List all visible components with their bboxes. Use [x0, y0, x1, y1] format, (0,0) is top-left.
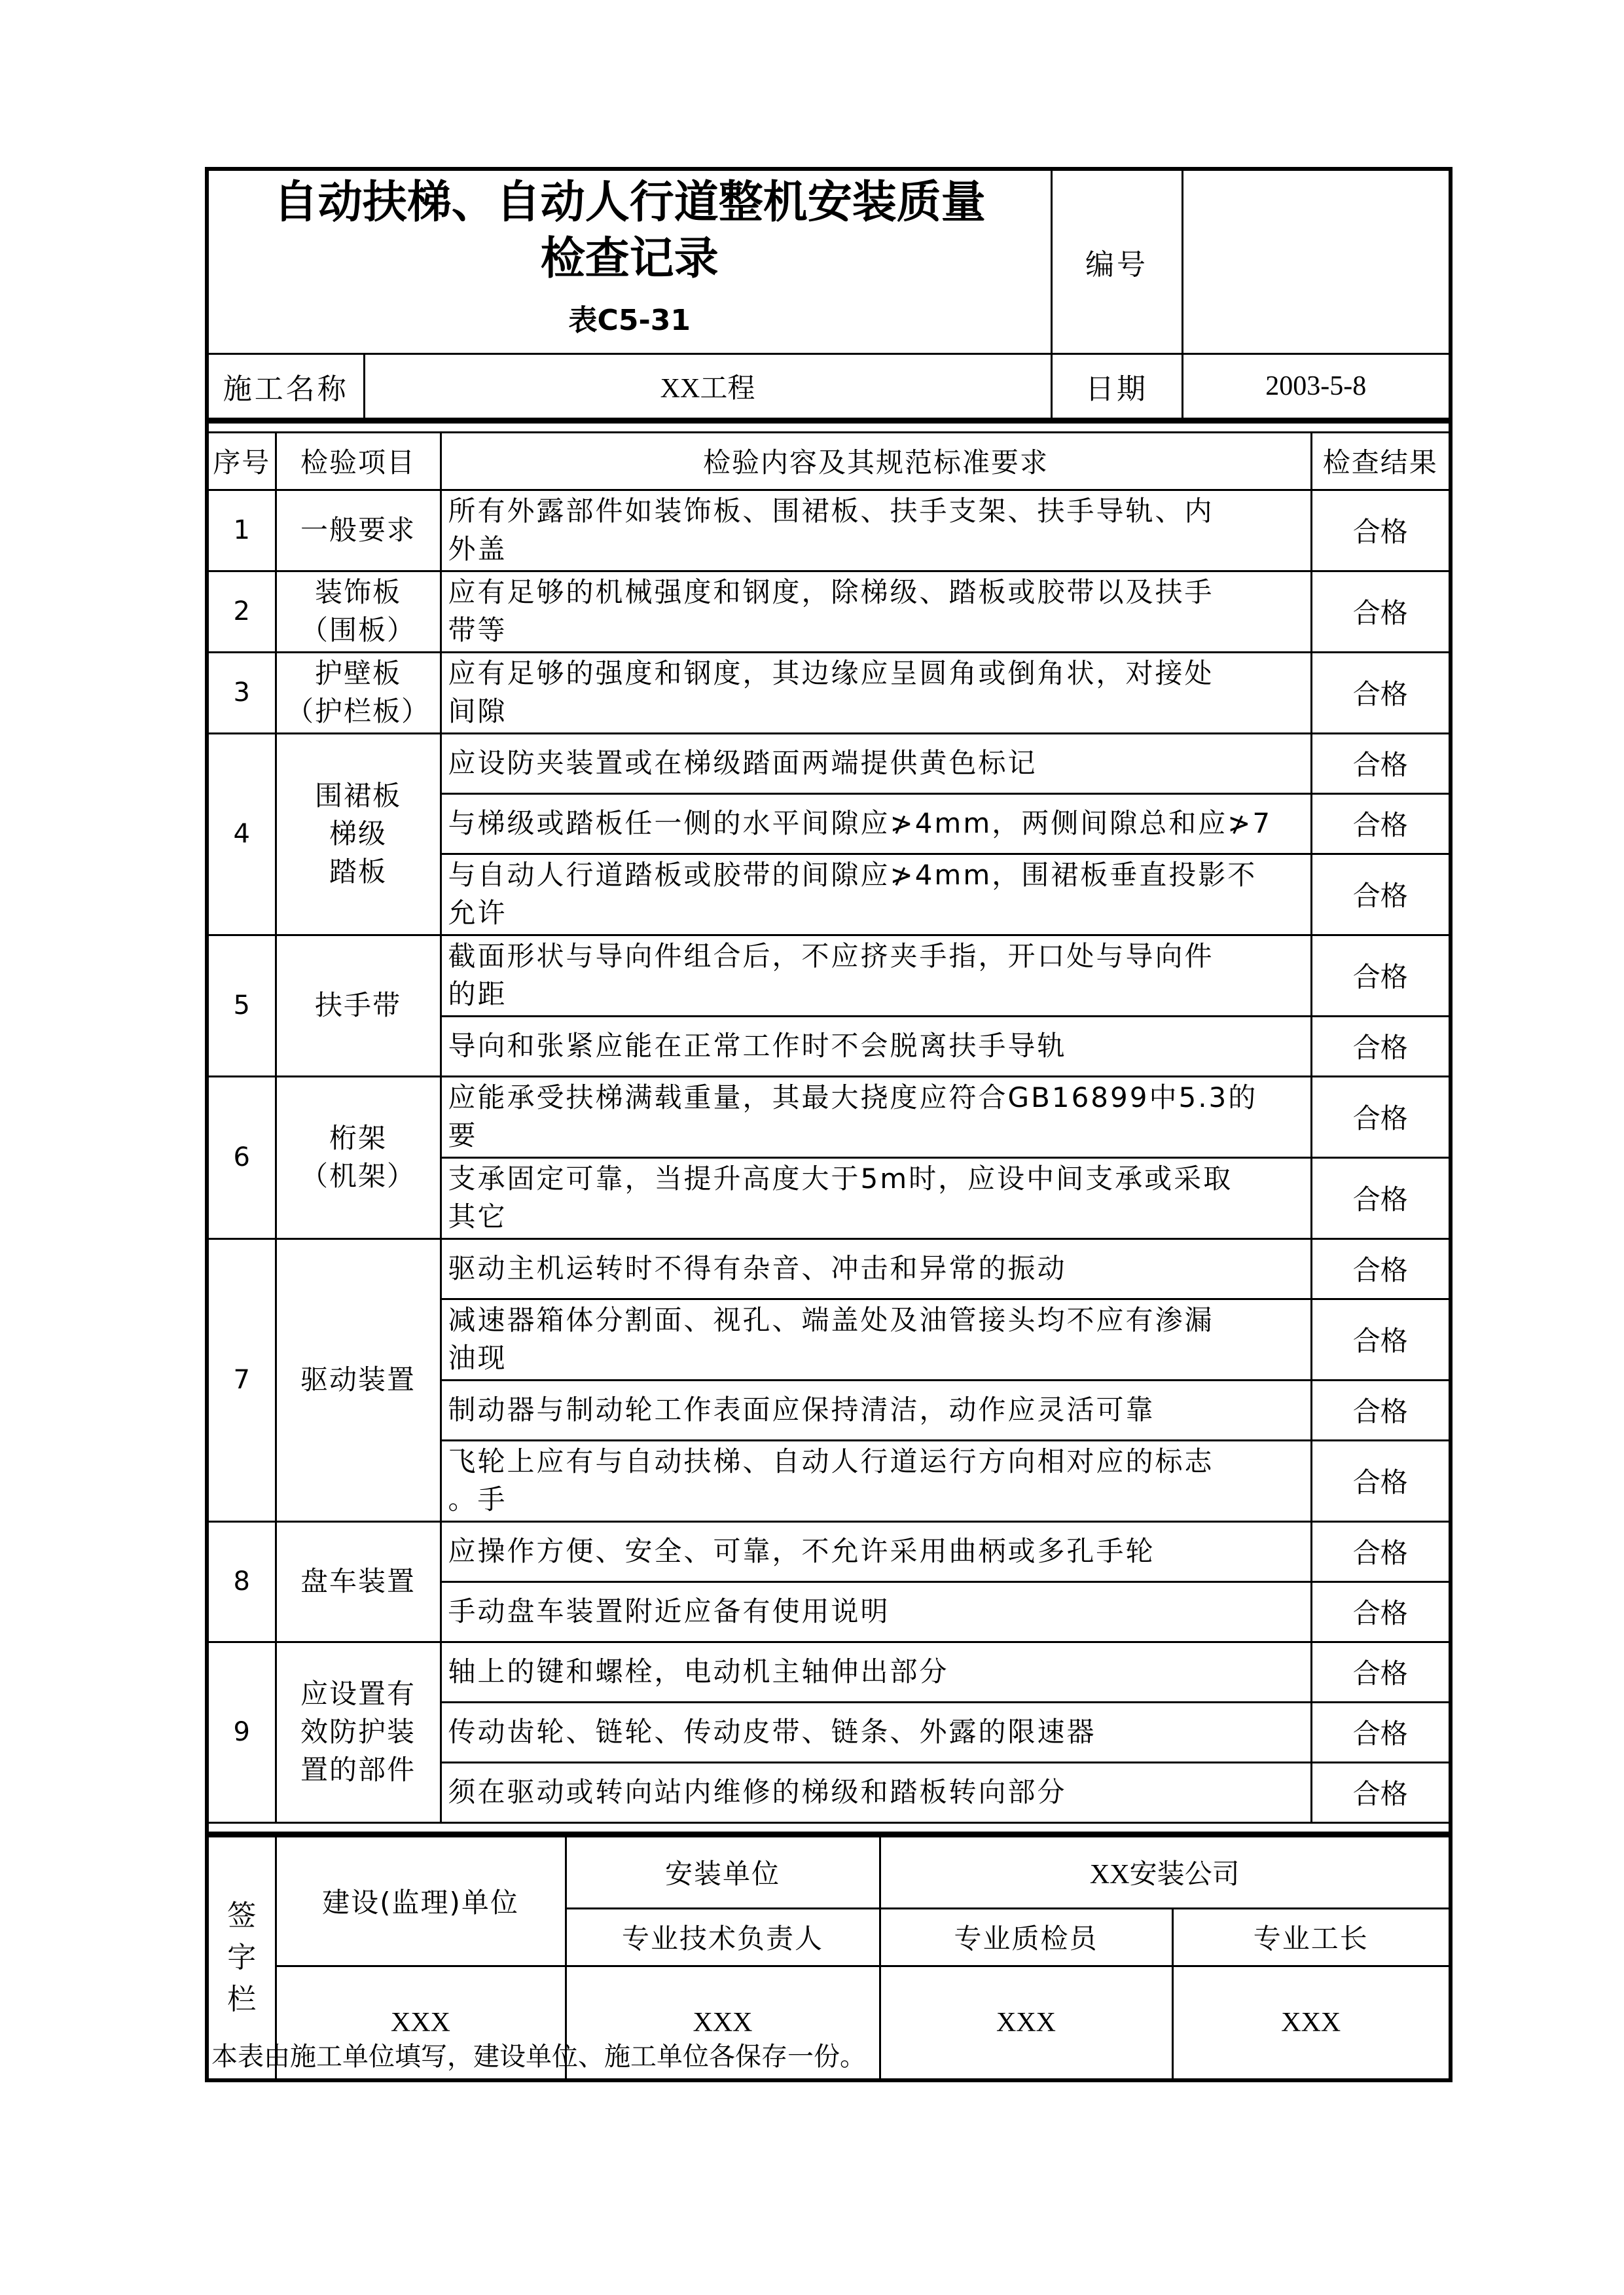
item-name-line: 置的部件	[300, 1754, 416, 1786]
check-result[interactable]: 合格	[1311, 733, 1451, 793]
inspector-signature[interactable]: XXX	[880, 1966, 1172, 2080]
requirement-text	[441, 571, 1311, 652]
item-name-line: （护栏板）	[285, 695, 430, 727]
requirement-line: 应能承受扶梯满载重量，其最大挠度应符合GB16899中5.3的	[448, 1081, 1258, 1113]
inspection-form	[205, 167, 1449, 2082]
requirement-text	[441, 1299, 1311, 1380]
col-seq: 序号	[207, 432, 276, 490]
requirement-line: 要	[448, 1119, 478, 1151]
item-name-line: 应设置有	[300, 1678, 416, 1710]
item-name-line: 踏板	[329, 856, 387, 888]
item-name	[276, 571, 441, 652]
requirement-line: 手动盘车装置附近应备有使用说明	[448, 1595, 890, 1627]
check-result[interactable]: 合格	[1311, 571, 1451, 652]
inspector-label: 专业质检员	[880, 1908, 1172, 1966]
requirement-text	[441, 733, 1311, 793]
check-result[interactable]: 合格	[1311, 1702, 1451, 1762]
item-seq: 5	[207, 935, 276, 1076]
requirement-text	[441, 1642, 1311, 1702]
requirement-line: 间隙	[448, 695, 507, 727]
inspection-table	[205, 422, 1453, 1835]
inspection-row	[207, 733, 1451, 793]
requirement-line: 传动齿轮、链轮、传动皮带、链条、外露的限速器	[448, 1716, 1096, 1748]
owner-label: 建设(监理)单位	[276, 1836, 566, 1966]
number-label: 编号	[1051, 169, 1182, 354]
requirement-text	[441, 1016, 1311, 1076]
item-name	[276, 1076, 441, 1238]
item-name-line: 围裙板	[314, 780, 401, 812]
requirement-line: 的距	[448, 978, 507, 1010]
inspection-row	[207, 652, 1451, 733]
requirement-line: 制动器与制动轮工作表面应保持清洁，动作应灵活可靠	[448, 1394, 1155, 1426]
item-name	[276, 1642, 441, 1822]
date-value[interactable]: 2003-5-8	[1182, 354, 1451, 420]
requirement-line: 减速器箱体分割面、视孔、端盖处及油管接头均不应有渗漏	[448, 1304, 1214, 1336]
requirement-text	[441, 1521, 1311, 1581]
item-seq: 1	[207, 490, 276, 571]
check-result[interactable]: 合格	[1311, 793, 1451, 854]
check-result[interactable]: 合格	[1311, 1157, 1451, 1238]
requirement-line: 轴上的键和螺栓，电动机主轴伸出部分	[448, 1655, 949, 1688]
col-item: 检验项目	[276, 432, 441, 490]
signature-section-label: 签 字 栏	[207, 1836, 276, 2080]
check-result[interactable]: 合格	[1311, 935, 1451, 1016]
item-seq: 2	[207, 571, 276, 652]
requirement-text	[441, 490, 1311, 571]
check-result[interactable]: 合格	[1311, 1642, 1451, 1702]
check-result[interactable]: 合格	[1311, 652, 1451, 733]
requirement-line: 其它	[448, 1201, 507, 1233]
inspection-row	[207, 1076, 1451, 1157]
item-seq: 4	[207, 733, 276, 935]
item-name-line: 梯级	[329, 818, 387, 850]
inspection-row	[207, 935, 1451, 1016]
title-line1: 自动扶梯、自动人行道整机安装质量	[273, 177, 986, 228]
foreman-signature[interactable]: XXX	[1172, 1966, 1451, 2080]
inspection-row	[207, 1238, 1451, 1299]
requirement-line: 飞轮上应有与自动扶梯、自动人行道运行方向相对应的标志	[448, 1445, 1214, 1477]
form-header	[205, 167, 1453, 422]
requirement-line: 油现	[448, 1342, 507, 1374]
requirement-line: 允许	[448, 897, 507, 929]
requirement-text	[441, 652, 1311, 733]
item-name-line: 扶手带	[314, 989, 401, 1021]
check-result[interactable]: 合格	[1311, 1016, 1451, 1076]
check-result[interactable]: 合格	[1311, 1581, 1451, 1642]
requirement-text	[441, 854, 1311, 935]
form-title	[207, 169, 1051, 354]
item-name-line: （机架）	[300, 1160, 416, 1192]
requirement-text	[441, 1238, 1311, 1299]
requirement-text	[441, 793, 1311, 854]
check-result[interactable]: 合格	[1311, 854, 1451, 935]
item-seq: 7	[207, 1238, 276, 1521]
item-seq: 9	[207, 1642, 276, 1822]
requirement-line: 与梯级或踏板任一侧的水平间隙应≯4mm，两侧间隙总和应≯7	[448, 807, 1272, 839]
requirement-line: 应有足够的机械强度和钢度，除梯级、踏板或胶带以及扶手	[448, 576, 1214, 608]
item-name-line: 桁架	[329, 1122, 387, 1154]
item-name-line: 一般要求	[300, 514, 416, 546]
check-result[interactable]: 合格	[1311, 1380, 1451, 1440]
requirement-line: 应有足够的强度和钢度，其边缘应呈圆角或倒角状，对接处	[448, 657, 1214, 689]
check-result[interactable]: 合格	[1311, 1238, 1451, 1299]
installer-value[interactable]: XX安装公司	[880, 1836, 1451, 1908]
item-name	[276, 935, 441, 1076]
item-name-line: 盘车装置	[300, 1565, 416, 1597]
requirement-text	[441, 1157, 1311, 1238]
form-code: 表C5-31	[568, 304, 691, 337]
item-seq: 8	[207, 1521, 276, 1642]
check-result[interactable]: 合格	[1311, 1521, 1451, 1581]
requirement-text	[441, 1380, 1311, 1440]
number-value[interactable]	[1182, 169, 1451, 354]
check-result[interactable]: 合格	[1311, 1440, 1451, 1521]
requirement-text	[441, 935, 1311, 1016]
requirement-text	[441, 1702, 1311, 1762]
footnote: 本表由施工单位填写，建设单位、施工单位各保存一份。	[211, 2042, 866, 2071]
requirement-line: 。手	[448, 1483, 507, 1515]
requirement-text	[441, 1581, 1311, 1642]
inspection-row	[207, 571, 1451, 652]
requirement-line: 须在驱动或转向站内维修的梯级和踏板转向部分	[448, 1776, 1067, 1808]
item-name	[276, 733, 441, 935]
item-seq: 3	[207, 652, 276, 733]
requirement-line: 所有外露部件如装饰板、围裙板、扶手支架、扶手导轨、内	[448, 495, 1214, 527]
requirement-line: 与自动人行道踏板或胶带的间隙应≯4mm，围裙板垂直投影不	[448, 859, 1257, 891]
item-name-line: （围板）	[300, 614, 416, 646]
check-result[interactable]: 合格	[1311, 1299, 1451, 1380]
item-name	[276, 490, 441, 571]
item-name	[276, 1521, 441, 1642]
requirement-line: 导向和张紧应能在正常工作时不会脱离扶手导轨	[448, 1030, 1067, 1062]
item-name-line: 护壁板	[314, 657, 401, 689]
installer-label: 安装单位	[566, 1836, 880, 1908]
requirement-line: 带等	[448, 614, 507, 646]
col-result: 检查结果	[1311, 432, 1451, 490]
requirement-line: 外盖	[448, 533, 507, 565]
check-result[interactable]: 合格	[1311, 490, 1451, 571]
project-value[interactable]: XX工程	[364, 354, 1051, 420]
item-name	[276, 652, 441, 733]
check-result[interactable]: 合格	[1311, 1076, 1451, 1157]
tech-lead-signature[interactable]: XXX	[566, 1966, 880, 2080]
item-name	[276, 1238, 441, 1521]
owner-signature[interactable]: XXX	[276, 1966, 566, 2080]
col-content: 检验内容及其规范标准要求	[441, 432, 1311, 490]
title-line2: 检查记录	[540, 233, 719, 285]
column-header-row	[207, 432, 1451, 490]
inspection-row	[207, 1521, 1451, 1581]
requirement-line: 支承固定可靠，当提升高度大于5m时，应设中间支承或采取	[448, 1163, 1233, 1195]
requirement-line: 应操作方便、安全、可靠，不允许采用曲柄或多孔手轮	[448, 1535, 1155, 1567]
date-label: 日期	[1051, 354, 1182, 420]
item-name-line: 装饰板	[314, 576, 401, 608]
requirement-line: 驱动主机运转时不得有杂音、冲击和异常的振动	[448, 1252, 1067, 1284]
inspection-row	[207, 1642, 1451, 1702]
requirement-line: 应设防夹装置或在梯级踏面两端提供黄色标记	[448, 747, 1038, 779]
item-name-line: 效防护装	[300, 1716, 416, 1748]
item-seq: 6	[207, 1076, 276, 1238]
requirement-line: 截面形状与导向件组合后，不应挤夹手指，开口处与导向件	[448, 940, 1214, 972]
tech-lead-label: 专业技术负责人	[566, 1908, 880, 1966]
requirement-text	[441, 1762, 1311, 1822]
foreman-label: 专业工长	[1172, 1908, 1451, 1966]
requirement-text	[441, 1076, 1311, 1157]
check-result[interactable]: 合格	[1311, 1762, 1451, 1822]
project-label: 施工名称	[207, 354, 364, 420]
inspection-row	[207, 490, 1451, 571]
requirement-text	[441, 1440, 1311, 1521]
item-name-line: 驱动装置	[300, 1364, 416, 1396]
